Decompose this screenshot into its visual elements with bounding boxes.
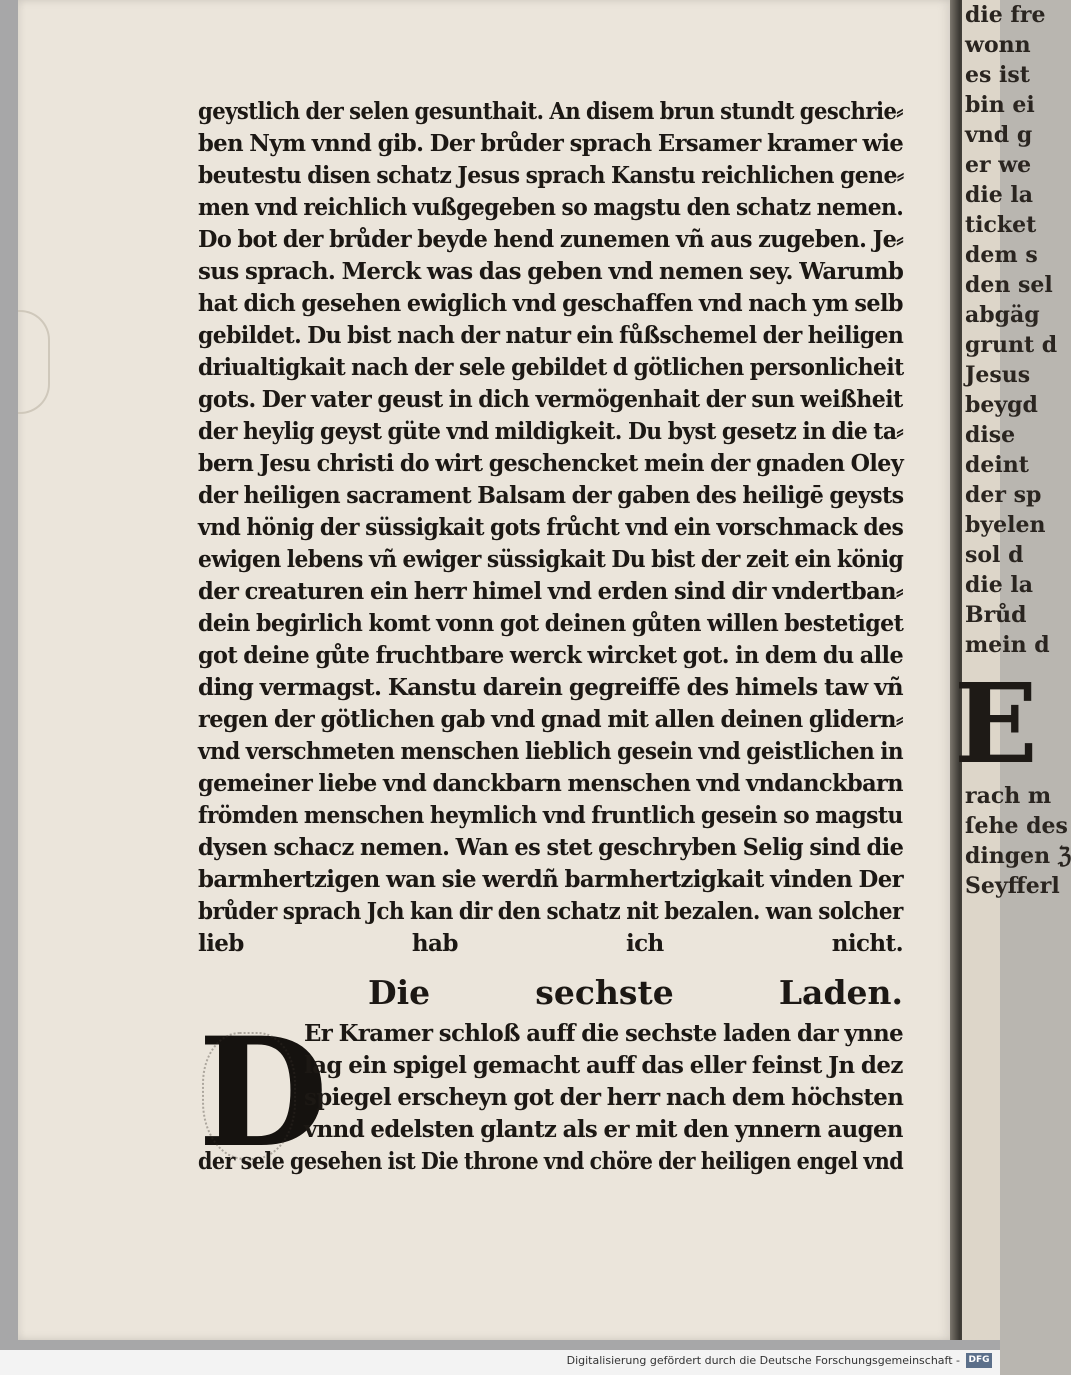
text-line: driualtigkait nach der sele gebildet d götlichen personlicheit <box>198 354 904 381</box>
text-line: hat dich gesehen ewiglich vnd geschaffen vnd nach ym selb <box>198 290 903 317</box>
text-line: men vnd reichlich vußgegeben so magstu den schatz nemen. <box>198 194 904 221</box>
text-line: der creaturen ein herr himel vnd erden sind dir vndertban⸗ <box>198 578 903 605</box>
adjacent-line: grunt d <box>965 332 1058 358</box>
text-line: bern Jesu christi do wirt geschencket mein der gnaden Oley <box>198 450 904 477</box>
text-line: gebildet. Du bist nach der natur ein fůßschemel der heiligen <box>198 322 904 349</box>
text-line: dysen schacz nemen. Wan es stet geschryben Selig sind die <box>198 834 904 861</box>
dfg-logo: DFG <box>966 1353 992 1368</box>
adjacent-page-initial: E <box>954 659 1038 788</box>
page-edge-fold <box>18 310 50 414</box>
paragraph-line: spiegel erscheyn got der herr nach dem höchsten <box>304 1084 904 1111</box>
text-line: regen der götlichen gab vnd gnad mit allen deinen glidern⸗ <box>198 706 903 733</box>
text-line: der heylig geyst güte vnd mildigkeit. Du byst gesetz in die ta⸗ <box>198 418 904 445</box>
paragraph-line: vnnd edelsten glantz als er mit den ynnern augen <box>304 1116 903 1143</box>
text-line: lieb hab ich nicht. <box>198 930 903 957</box>
adjacent-page-edge <box>954 0 1071 1340</box>
adjacent-line: dingen ℨ <box>965 843 1071 869</box>
adjacent-line: sol d <box>965 542 1024 568</box>
adjacent-line: die fre <box>965 2 1046 28</box>
adjacent-line: Brůd <box>965 602 1027 628</box>
adjacent-line: rach m <box>965 783 1052 809</box>
text-line: geystlich der selen gesunthait. An disem brun stundt geschrie⸗ <box>198 98 903 125</box>
adjacent-line: dise <box>965 422 1016 448</box>
adjacent-line: ticket <box>965 212 1037 238</box>
adjacent-line: er we <box>965 152 1032 178</box>
adjacent-line: vnd g <box>965 122 1033 148</box>
text-line: barmhertzigen wan sie werdñ barmhertzigkait vinden Der <box>198 866 904 893</box>
adjacent-line: der sp <box>965 482 1042 508</box>
adjacent-line: deint <box>965 452 1029 478</box>
text-line: got deine gůte fruchtbare werck wircket got. in dem du alle <box>198 642 904 669</box>
paragraph-line: Er Kramer schloß auff die sechste laden dar ynne <box>304 1020 904 1047</box>
text-line: brůder sprach Jch kan dir den schatz nit bezalen. wan solcher <box>198 898 903 925</box>
text-line: gots. Der vater geust in dich vermögenhait der sun weißheit <box>198 386 903 413</box>
text-line: vnd verschmeten menschen lieblich gesein vnd geistlichen in <box>198 738 903 765</box>
adjacent-line: die la <box>965 572 1034 598</box>
text-line: frömden menschen heymlich vnd fruntlich gesein so magstu <box>198 802 903 829</box>
adjacent-line: beygd <box>965 392 1038 418</box>
text-line: gemeiner liebe vnd danckbarn menschen vnd vndanckbarn <box>198 770 903 797</box>
paragraph-line: lag ein spigel gemacht auff das eller feinst Jn dez <box>304 1052 903 1079</box>
adjacent-page-text <box>962 0 1058 660</box>
adjacent-line: bin ei <box>965 92 1035 118</box>
section-heading: Die sechste Laden. <box>368 973 903 1012</box>
text-line: vnd hönig der süssigkait gots frůcht vnd ein vorschmack des <box>198 514 904 541</box>
body-text <box>198 96 903 960</box>
text-line: beutestu disen schatz Jesus sprach Kanstu reichlichen gene⸗ <box>198 162 904 189</box>
footer-bar <box>0 1350 1000 1375</box>
text-line: ding vermagst. Kanstu darein gegreiffē des himels taw vñ <box>198 674 903 701</box>
text-line: ewigen lebens vñ ewiger süssigkait Du bist der zeit ein könig <box>198 546 904 573</box>
adjacent-line: den sel <box>965 272 1053 298</box>
main-text <box>198 96 904 1181</box>
decorated-initial: D <box>198 1005 329 1181</box>
adjacent-line: es ist <box>965 62 1030 88</box>
adjacent-line: abgäg <box>965 302 1040 328</box>
adjacent-page-lower-text <box>962 781 1071 901</box>
paragraph-lines <box>198 1018 903 1146</box>
adjacent-line: byelen <box>965 512 1046 538</box>
adjacent-line: die la <box>965 182 1034 208</box>
text-line: der heiligen sacrament Balsam der gaben des heiligē geysts <box>198 482 904 509</box>
paragraph-last-line: der sele gesehen ist Die throne vnd chöre der heiligen engel vnd <box>198 1148 904 1175</box>
adjacent-line: mein d <box>965 632 1050 658</box>
section-paragraph <box>198 1005 904 1181</box>
text-line: Do bot der brůder beyde hend zunemen vñ aus zugeben. Je⸗ <box>198 226 904 253</box>
text-line: ben Nym vnnd gib. Der brůder sprach Ersamer kramer wie <box>198 130 904 157</box>
adjacent-line: Seyfferl <box>965 873 1060 899</box>
adjacent-line: dem s <box>965 242 1038 268</box>
adjacent-line: Jesus <box>965 362 1031 388</box>
text-line: dein begirlich komt vonn got deinen gůten willen bestetiget <box>198 610 904 637</box>
funding-credit: Digitalisierung gefördert durch die Deutsche Forschungsgemeinschaft - <box>566 1354 960 1367</box>
adjacent-line: wonn <box>965 32 1031 58</box>
text-line: sus sprach. Merck was das geben vnd nemen sey. Warumb <box>198 258 904 285</box>
adjacent-line: ſehe des <box>965 813 1068 839</box>
